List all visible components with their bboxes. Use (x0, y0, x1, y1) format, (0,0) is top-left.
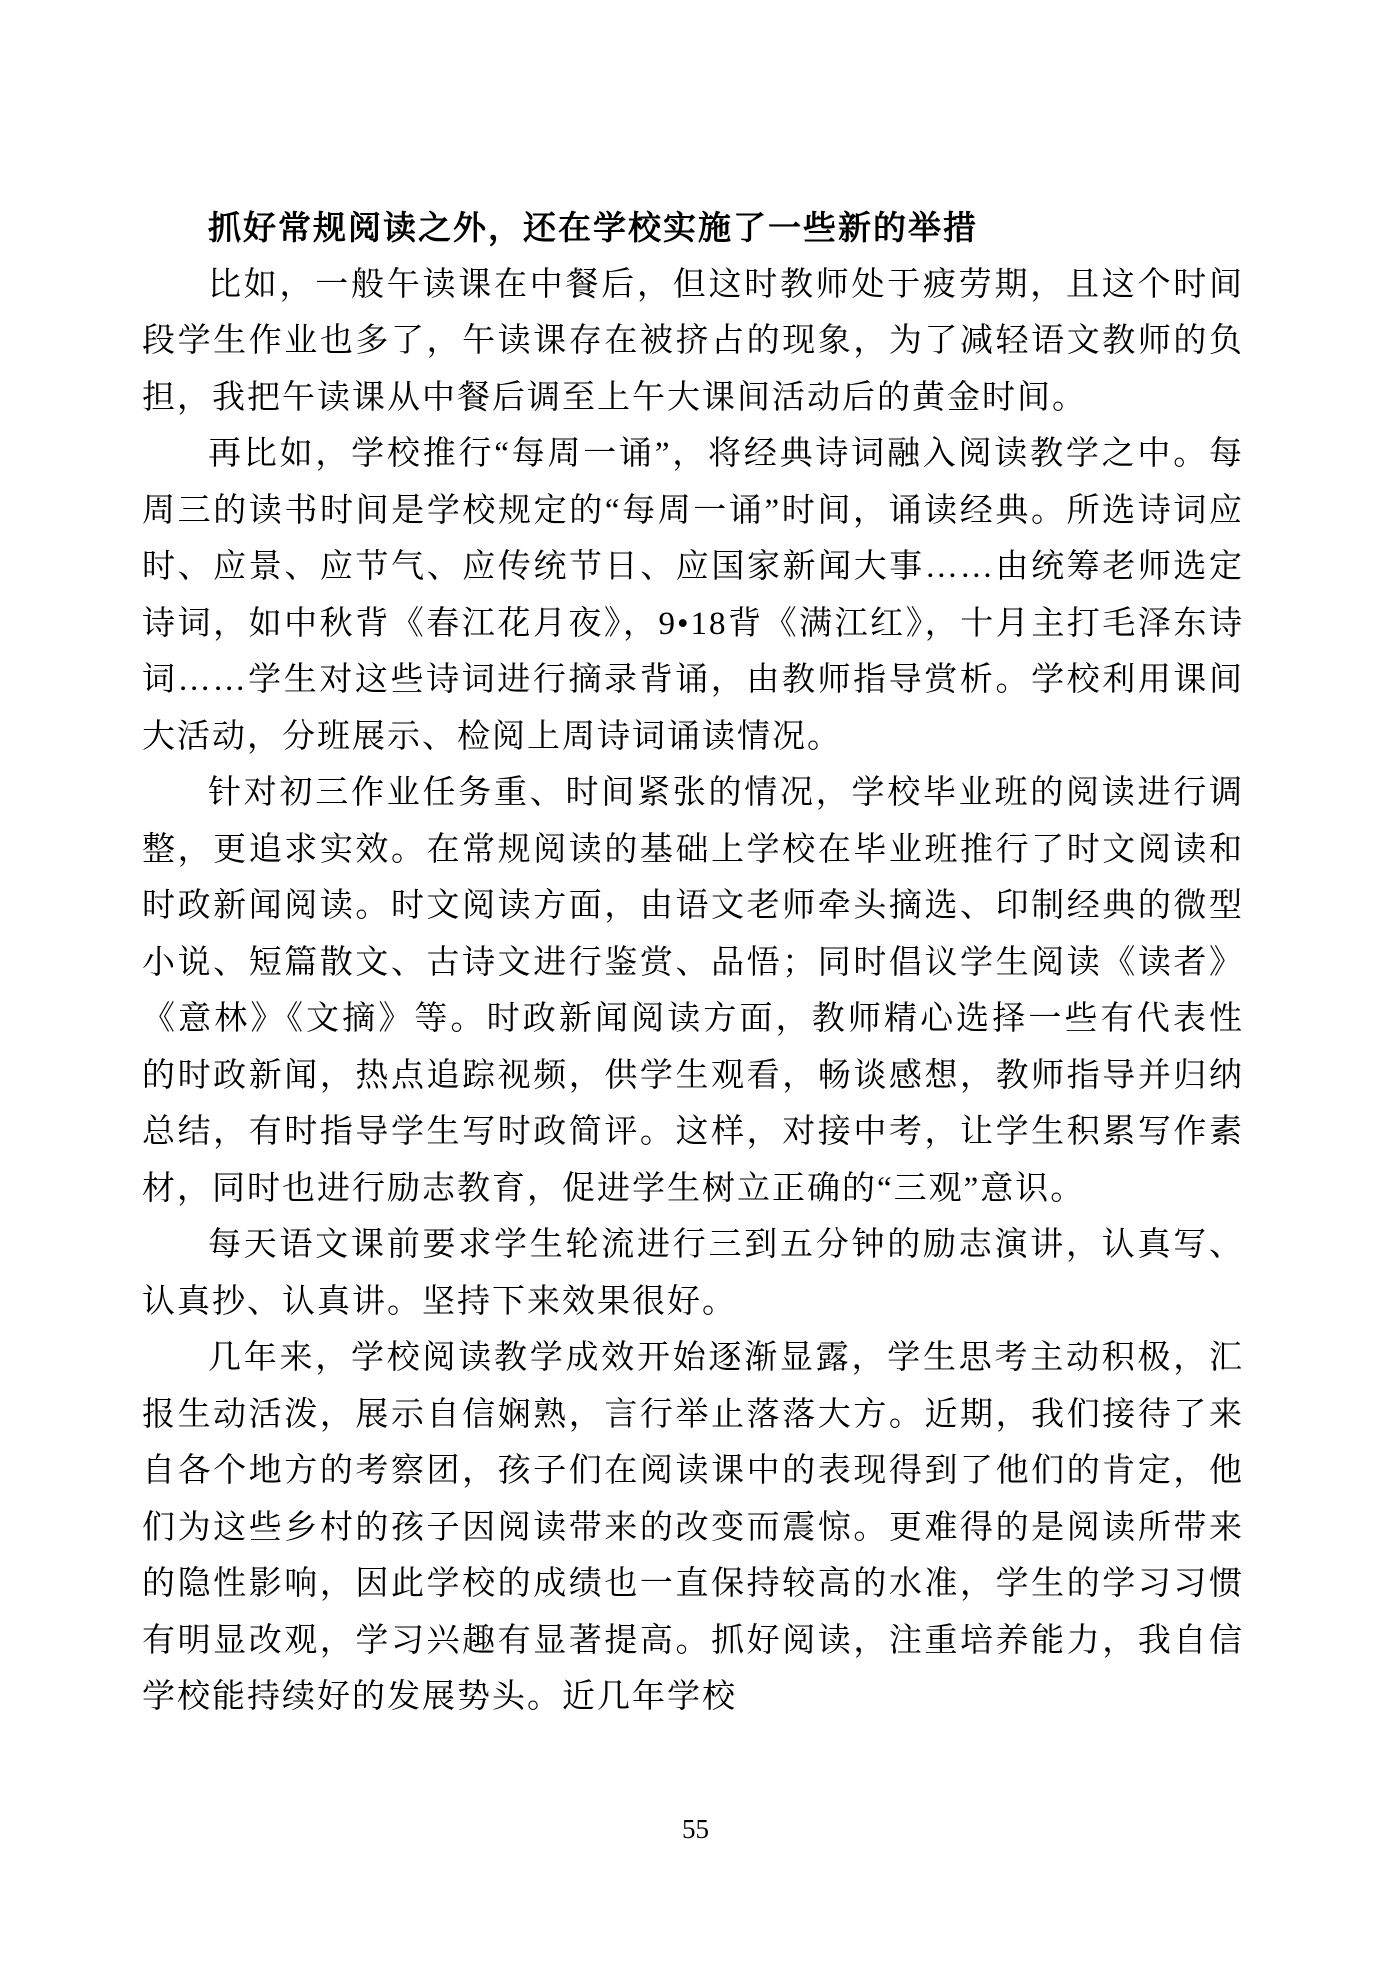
section-heading: 抓好常规阅读之外，还在学校实施了一些新的举措 (208, 209, 978, 246)
page-number: 55 (682, 1814, 709, 1844)
paragraph-5: 几年来，学校阅读教学成效开始逐渐显露，学生思考主动积极，汇报生动活泼，展示自信娴熟，言行举止落落大方。近期，我们接待了来自各个地方的考察团，孩子们在阅读课中的表现得到了他们的肯定，他们为这些乡村的孩子因阅读带来的改变而震惊。更难得的是阅读所带来的隐性影响，因此学校的成绩也一直保持较高的水准，学生的学习习惯有明显改观，学习兴趣有显著提高。抓好阅读，注重培养能力，我自信学校能持续好的发展势头。近几年学校 (142, 1340, 1244, 1715)
paragraph-2: 再比如，学校推行“每周一诵”，将经典诗词融入阅读教学之中。每周三的读书时间是学校规定的“每周一诵”时间，诵读经典。所选诗词应时、应景、应节气、应传统节日、应国家新闻大事……由统筹老师选定诗词，如中秋背《春江花月夜》，9•18背《满江红》，十月主打毛泽东诗词……学生对这些诗词进行摘录背诵，由教师指导赏析。学校利用课间大活动，分班展示、检阅上周诗词诵读情况。 (142, 436, 1244, 755)
paragraph-3: 针对初三作业任务重、时间紧张的情况，学校毕业班的阅读进行调整，更追求实效。在常规阅读的基础上学校在毕业班推行了时文阅读和时政新闻阅读。时文阅读方面，由语文老师牵头摘选、印制经典的微型小说、短篇散文、古诗文进行鉴赏、品悟；同时倡议学生阅读《读者》《意林》《文摘》等。时政新闻阅读方面，教师精心选择一些有代表性的时政新闻，热点追踪视频，供学生观看，畅谈感想，教师指导并归纳总结，有时指导学生写时政简评。这样，对接中考，让学生积累写作素材，同时也进行励志教育，促进学生树立正确的“三观”意识。 (142, 775, 1244, 1207)
text-block (142, 200, 1244, 1726)
paragraph-1: 比如，一般午读课在中餐后，但这时教师处于疲劳期，且这个时间段学生作业也多了，午读课存在被挤占的现象，为了减轻语文教师的负担，我把午读课从中餐后调至上午大课间活动后的黄金时间。 (142, 266, 1244, 416)
paragraph-4: 每天语文课前要求学生轮流进行三到五分钟的励志演讲，认真写、认真抄、认真讲。坚持下来效果很好。 (142, 1227, 1244, 1320)
